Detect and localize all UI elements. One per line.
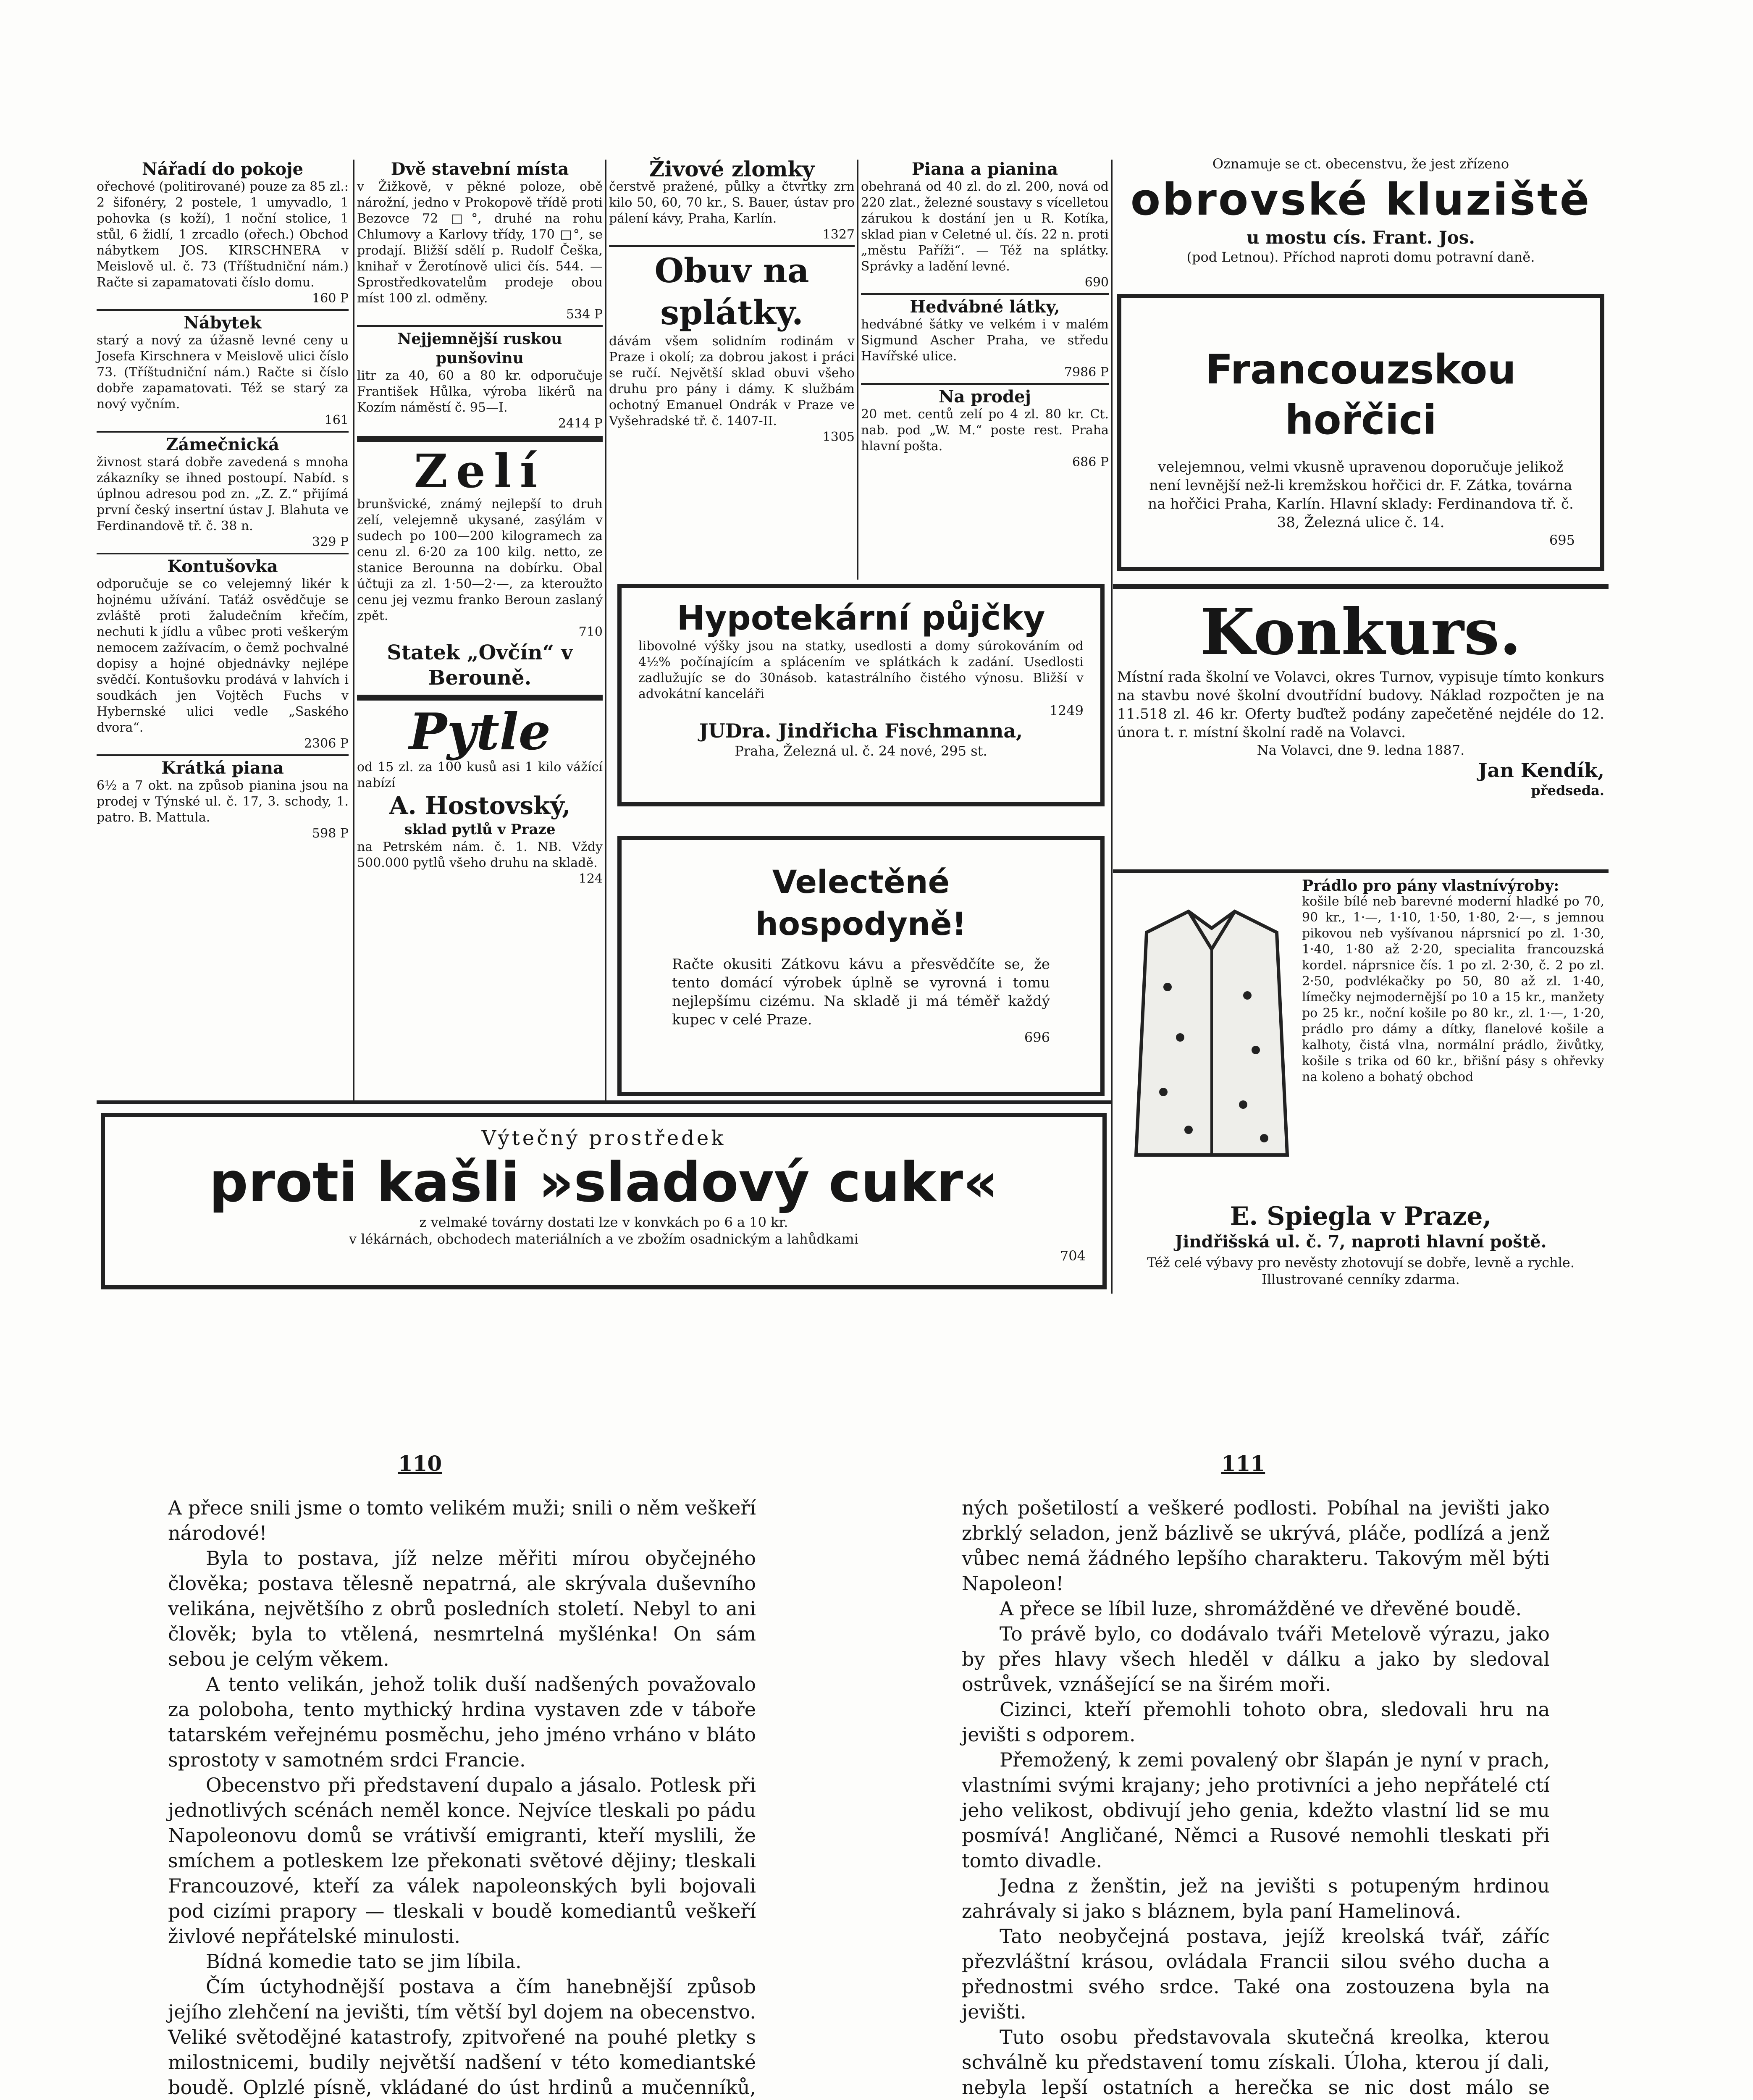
- ad-title: Nářadí do pokoje: [142, 159, 304, 179]
- ad-body: čerstvě pražené, půlky a čtvrtky zrn kilo 50, 60, 70 kr., S. Bauer, ústav pro pálení kávy, Praha, Karlín.: [609, 179, 855, 226]
- ad-code: 534 P: [566, 307, 603, 322]
- ad-code: 686 P: [1072, 455, 1109, 470]
- ad-item: [97, 557, 349, 752]
- malt-line-1: z velmaké továrny dostati lze v konvkách po 6 a 10 kr.: [419, 1214, 788, 1230]
- right-page-number: 111: [1221, 1451, 1265, 1476]
- linen-ad: [1117, 878, 1604, 1294]
- ads-column-2: [357, 160, 603, 887]
- ad-item: [97, 160, 349, 307]
- rink-intro: Oznamuje se ct. obecenstvu, že jest zřízeno: [1212, 156, 1509, 172]
- paragraph: Tuto osobu představovala skutečná kreolka, kterou schválně ku představení tomu získali. Úloha, kterou jí dali, nebyla lepší ostatních a herečka se nic dost málo se: [962, 2026, 1550, 2099]
- linen-address: Jindřišská ul. č. 7, naproti hlavní poště.: [1175, 1232, 1547, 1252]
- section-divider: [1113, 869, 1609, 873]
- malt-line-2: v lékárnách, obchodech materiálních a ve zbožím osadnickým a lahůdkami: [349, 1231, 858, 1247]
- ad-body: živnost stará dobře zavedená s mnoha zákazníky se ihned postoupí. Nabíd. s úplnou adresou pod zn. „Z. Z.“ přijímá první český insertní ústav J. Blahuta ve Ferdinandově tř. č. 38 n.: [97, 455, 349, 533]
- ad-title: Zelí: [414, 444, 546, 498]
- mortgage-address: Praha, Železná ul. č. 24 nové, 295 st.: [735, 743, 987, 759]
- paragraph: To právě bylo, co dodávalo tváři Metelově výrazu, jako by přes hlavy všech hleděl v dálku a jako by sledoval ostrůvek, vznášející se na širém moři.: [962, 1622, 1550, 1696]
- ad-title: Kontušovka: [167, 556, 278, 576]
- left-page-number: 110: [398, 1451, 442, 1476]
- mortgage-title: Hypotekární půjčky: [677, 598, 1045, 638]
- column-divider: [1111, 160, 1113, 1294]
- column-divider: [857, 160, 858, 580]
- ad-body: obehraná od 40 zl. do zl. 200, nová od 220 zlat., železné soustavy s vícelletou zárukou k dostání jen u R. Kotíka, sklad pian v Celetné ul. čís. 22 n. proti „městu Paříži“. — Též na splátky. Správky a ladění levné.: [861, 179, 1109, 274]
- ad-code: 2306 P: [304, 736, 349, 751]
- column-divider: [605, 160, 606, 1100]
- ad-item: [609, 157, 855, 243]
- malt-sugar-ad: [101, 1113, 1107, 1289]
- paragraph: ných pošetilostí a veškeré podlosti. Pobíhal na jevišti jako zbrklý seladon, jenž bázlivě se ukrývá, pláče, podlízá a jenž vůbec nemá žádného lepšího charakteru. Takovým měl býti Napoleon!: [962, 1496, 1550, 1595]
- ad-code: 160 P: [312, 291, 349, 306]
- ad-code: 329 P: [312, 535, 349, 549]
- ad-sign: Statek „Ovčín“ v Berouně.: [387, 641, 573, 690]
- paragraph: Přemožený, k zemi povalený obr šlapán je nyní v prach, vlastními svými krajany; jeho protivníci a jeho nepřátelé ctí jeho velikost, obdivují jeho genia, kdežto vlastní lid se mu posmívá! Angličané, Němci a Rusové nemohli tleskati při tomto divadle.: [962, 1748, 1550, 1872]
- rink-note: (pod Letnou). Příchod naproti domu potravní daně.: [1186, 249, 1535, 265]
- mortgage-lawyer: JUDra. Jindřicha Fischmanna,: [699, 719, 1023, 742]
- ad-subtitle: sklad pytlů v Praze: [404, 821, 556, 838]
- linen-title: Prádlo pro pány vlastnívýroby:: [1302, 877, 1559, 895]
- rink-ad: [1117, 155, 1604, 286]
- ad-title: Nejjemnější ruskou punšovinu: [397, 330, 562, 367]
- ad-body: ořechové (politirované) pouze za 85 zl.: 2 šifonéry, 2 postele, 1 umyvadlo, 1 pohovka (s koží), 1 noční stolice, 1 stůl, 6 židlí, 1 zrcadlo (ořech.) Obchod nábytkem JOS. KIRSCHNERA v Meislově ul. č. 73 (Tříštudniční nám.) Račte si zapamatovati číslo domu.: [97, 179, 349, 290]
- left-page-text: [168, 1495, 756, 2100]
- ad-code: 710: [578, 625, 603, 639]
- paragraph: Čím úctyhodnější postava a čím hanebnější způsob jejího zlehčení na jevišti, tím větší byl dojem na obecenstvo. Veliké světodějné katastrofy, zpitvořené na pouhé pletky s milostnicemi, budily největší nadšení v této komediantské boudě. Oplzlé písně, vkládané do úst hrdinů a mučenníků,: [168, 1975, 756, 2099]
- konkurs-title: Konkurs.: [1200, 595, 1522, 669]
- ad-title: Piana a pianina: [911, 159, 1058, 179]
- linen-shop: E. Spiegla v Praze,: [1230, 1202, 1492, 1231]
- ad-code: 161: [324, 413, 349, 428]
- ad-body: starý a nový za úžasně levné ceny u Josefa Kirschnera v Meislově ulici číslo 73. (Tříštudniční nám.) Račte si číslo dobře zapamatovati. Též se starý za nový vyčním.: [97, 333, 349, 412]
- ad-title: Na prodej: [938, 387, 1031, 407]
- paragraph: A přece snili jsme o tomto velikém muži; snili o něm veškeří národové!: [168, 1496, 756, 1544]
- ad-item: [357, 329, 603, 432]
- ads-column-4: [861, 160, 1109, 470]
- paragraph: Cizinci, kteří přemohli tohoto obra, sledovali hru na jevišti s odporem.: [962, 1698, 1550, 1746]
- ad-item: [609, 249, 855, 445]
- ad-body: 6½ a 7 okt. na způsob pianina jsou na prodej v Týnské ul. č. 17, 3. schody, 1. patro. B. Mattula.: [97, 778, 349, 825]
- mustard-title: Francouzskou hořčici: [1205, 346, 1516, 444]
- ad-code: 1305: [822, 430, 855, 444]
- paragraph: Byla to postava, jíž nelze měřiti mírou obyčejného člověka; postava tělesně nepatrná, ale skrývala duševního velikána, největšího z obrů posledních století. Nebyl to ani člověk; byla to vtělená, nesmrtelná myšlénka! On sám sebou je celým věkem.: [168, 1547, 756, 1670]
- linen-body: košile bílé neb barevné moderní hladké po 70, 90 kr., 1·—, 1·10, 1·50, 1·80, 2·—, s jemnou pikovou neb vyšívanou náprsnicí po zl. 1·30, 1·40, 1·80 až 2·20, specialita francouzská kordel. náprsnice čís. 1 po zl. 2·30, č. 2 po zl. 2·50, podvlékačky po 50, 80 až zl. 1·40, límečky nejmodernější po 10 a 15 kr., manžety po 25 kr., noční košile po 80 kr., zl. 1·—, 1·20, prádlo pro dámy a dítky, flanelové košile a kalhoty, čistá vlna, normální prádlo, živůtky, košile s trika od 60 kr., břišní pásy s ohřevky na koleno a bohatý obchod: [1302, 894, 1604, 1084]
- mustard-code: 695: [1549, 532, 1575, 548]
- linen-note: Též celé výbavy pro nevěsty zhotovují se dobře, levně a rychle. Illustrované cenníky zdarma.: [1147, 1255, 1575, 1287]
- ad-title: Pytle: [409, 702, 551, 761]
- ad-item: [861, 387, 1109, 470]
- ad-company: A. Hostovský,: [389, 791, 571, 820]
- ad-code: 124: [578, 872, 603, 886]
- ad-body: odporučuje se co velejemný likér k hojnému užívání. Taťáž osvědčuje se zvláště proti žaludečním křečím, nechuti k jídlu a vůbec proti veškerým nemocem zažívacím, o čemž pochvalné dopisy a hojné objednávky nejlépe svědčí. Kontušovku prodává v lahvích i soudkách jen Vojtěch Fuchs v Hybernské ulici vedle „Saského dvora“.: [97, 577, 349, 735]
- ad-title: Obuv na splátky.: [654, 251, 809, 332]
- coffee-title: Velectěné hospodyně!: [755, 863, 967, 942]
- ad-code: 598 P: [312, 826, 349, 841]
- ads-column-3: [609, 157, 855, 445]
- paragraph: Tato neobyčejná postava, jejíž kreolská tvář, záříc přezvláštní krásou, ovládala Francii silou svého ducha a přednostmi svého srdce. Také ona zostouzena byla na jevišti.: [962, 1925, 1550, 2023]
- ad-body: v Žižkově, v pěkné poloze, obě nárožní, jedno v Prokopově třídě proti Bezovce 72 □°, druhé na rohu Chlumovy a Karlovy třídy, 170 □°, se prodají. Bližší sdělí p. Rudolf Češka, knihař v Žerotínově ulici čís. 544. — Sprostředkovatelům prodeje obou míst 100 zl. odměny.: [357, 179, 603, 306]
- ad-item: [861, 297, 1109, 381]
- right-page-text: [962, 1495, 1550, 2100]
- malt-title: proti kašli »sladový cukr«: [209, 1150, 999, 1214]
- ad-code: 2414 P: [558, 416, 603, 431]
- ad-item: [97, 759, 349, 842]
- konkurs-signature: Jan Kendík,: [1478, 759, 1604, 782]
- ad-body-2: na Petrském nám. č. 1. NB. Vždy 500.000 pytlů všeho druhu na skladě.: [357, 840, 603, 870]
- ad-title: Krátká piana: [161, 758, 284, 778]
- ad-body: 20 met. centů zelí po 4 zl. 80 kr. Ct. nab. pod „W. M.“ poste rest. Praha hlavní pošta.: [861, 407, 1109, 454]
- konkurs-ad: [1117, 596, 1604, 869]
- konkurs-body: Místní rada školní ve Volavci, okres Turnov, vypisuje tímto konkurs na stavbu nové školní dvoutřídní budovy. Náklad rozpočten je na 11.518 zl. 46 kr. Oferty buďtež podány zapečetěné nejdéle do 12. února t. r. místní školní radě na Volavci.: [1117, 669, 1604, 741]
- mustard-body: velejemnou, velmi vkusně upravenou doporučuje jelikož není levnější než-li kremžskou hořčici dr. F. Zátka, továrna na hořčici Praha, Karlín. Hlavní sklady: Ferdinandova tř. č. 38, Železná ulice č. 14.: [1148, 459, 1574, 531]
- ad-body: od 15 zl. za 100 kusů asi 1 kilo vážící nabízí: [357, 760, 603, 790]
- ad-code: 7986 P: [1064, 365, 1109, 380]
- paragraph: Jedna z ženštin, jež na jevišti s potupeným hrdinou zahrávaly si jako s bláznem, byla paní Hamelinová.: [962, 1874, 1550, 1922]
- konkurs-date: Na Volavci, dne 9. ledna 1887.: [1257, 742, 1465, 758]
- ads-column-1: [97, 160, 349, 842]
- ad-code: 1327: [822, 227, 855, 242]
- section-divider: [97, 1100, 1111, 1104]
- paragraph: Obecenstvo při představení dupalo a jásalo. Potlesk při jednotlivých scénách neměl konce. Nejvíce tleskali po pádu Napoleonovu domů se vrátivší emigranti, kteří myslili, že smíchem a potleskem lze překonati světové dějiny; tleskali Francouzové, kteří za válek napoleonských byli bojovali pod cizími prapory — tleskali v boudě komediantů veškeří živlové nepřátelské minulosti.: [168, 1774, 756, 1948]
- mustard-ad: [1117, 294, 1604, 571]
- ad-title: Hedvábné látky,: [910, 297, 1060, 317]
- ad-item: [357, 446, 603, 690]
- ad-item: [97, 435, 349, 550]
- ad-body: brunšvické, známý nejlepší to druh zelí, velejemně ukysané, zasýlám v sudech po 100—200 kilogramech za cenu zl. 6·20 za 100 kilg. netto, ze stanice Berounna na dobírku. Obal účtuji za zl. 1·50—2·—, za kteroužto cenu jej vezmu franko Beroun zaslaný zpět.: [357, 497, 603, 623]
- paragraph: A tento velikán, jehož tolik duší nadšených považovalo za polobohа, tento mythický hrdina vystaven zde v táboře tatarském veřejnému posměchu, jeho jméno vrháno v bláto sprostoty v samotném srdci Francie.: [168, 1673, 756, 1771]
- ad-body: litr za 40, 60 a 80 kr. odporučuje František Hůlka, výroba likérů na Kozím náměstí č. 95—I.: [357, 368, 603, 415]
- paragraph: Bídná komedie tato se jim líbila.: [206, 1950, 522, 1973]
- shirt-illustration: [1121, 903, 1302, 1163]
- ad-item: [97, 313, 349, 428]
- paragraph: A přece se líbil luze, shromážděné ve dřevěné boudě.: [1000, 1597, 1522, 1620]
- shirt-drawing: [1136, 911, 1287, 1155]
- mortgage-code: 1249: [1049, 703, 1084, 719]
- ad-item: [861, 160, 1109, 291]
- ad-body: hedvábné šátky ve velkém i v malém Sigmund Ascher Praha, ve středu Havířské ulice.: [861, 317, 1109, 364]
- coffee-code: 696: [1024, 1029, 1050, 1045]
- rink-subtitle: u mostu cís. Frant. Jos.: [1247, 227, 1475, 248]
- ad-title: Nábytek: [184, 313, 262, 333]
- konkurs-role: předseda.: [1531, 782, 1604, 798]
- column-divider: [353, 160, 354, 1100]
- coffee-body: Račte okusiti Zátkovu kávu a přesvědčíte se, že tento domácí výrobek úplně se vyrovná i tomu nejlepšímu cizému. Na skladě ji má téměř každý kupec v celé Praze.: [672, 956, 1050, 1028]
- malt-code: 704: [1060, 1248, 1086, 1264]
- mortgage-ad: [617, 584, 1105, 806]
- ad-title: Dvě stavební místa: [391, 159, 569, 179]
- ad-code: 690: [1084, 275, 1109, 290]
- mortgage-body: libovolné výšky jsou na statky, usedlosti a domy súrokováním od 4½% počínajícím a splácením ve splátkách k zadání. Usedlosti zadlužujíc se do 30násob. katastrálního čistého výnosu. Bližší v advokátní kanceláři: [638, 639, 1084, 701]
- ad-body: dávám všem solidním rodinám v Praze i okolí; za dobrou jakost i práci se ručí. Největší sklad obuvi všeho druhu pro pány i dámy. K službám ochotný Emanuel Ondrák v Praze ve Vyšehradské tř. č. 1407-II.: [609, 334, 855, 428]
- coffee-ad: [617, 836, 1105, 1096]
- section-divider: [1113, 584, 1609, 589]
- ad-item: [357, 702, 603, 887]
- rink-title: obrovské kluziště: [1130, 174, 1591, 225]
- ad-title: Zámečnická: [166, 435, 279, 454]
- ad-title: Živové zlomky: [649, 157, 815, 181]
- malt-intro: Výtečný prostředek: [481, 1126, 726, 1150]
- ad-item: [357, 160, 603, 323]
